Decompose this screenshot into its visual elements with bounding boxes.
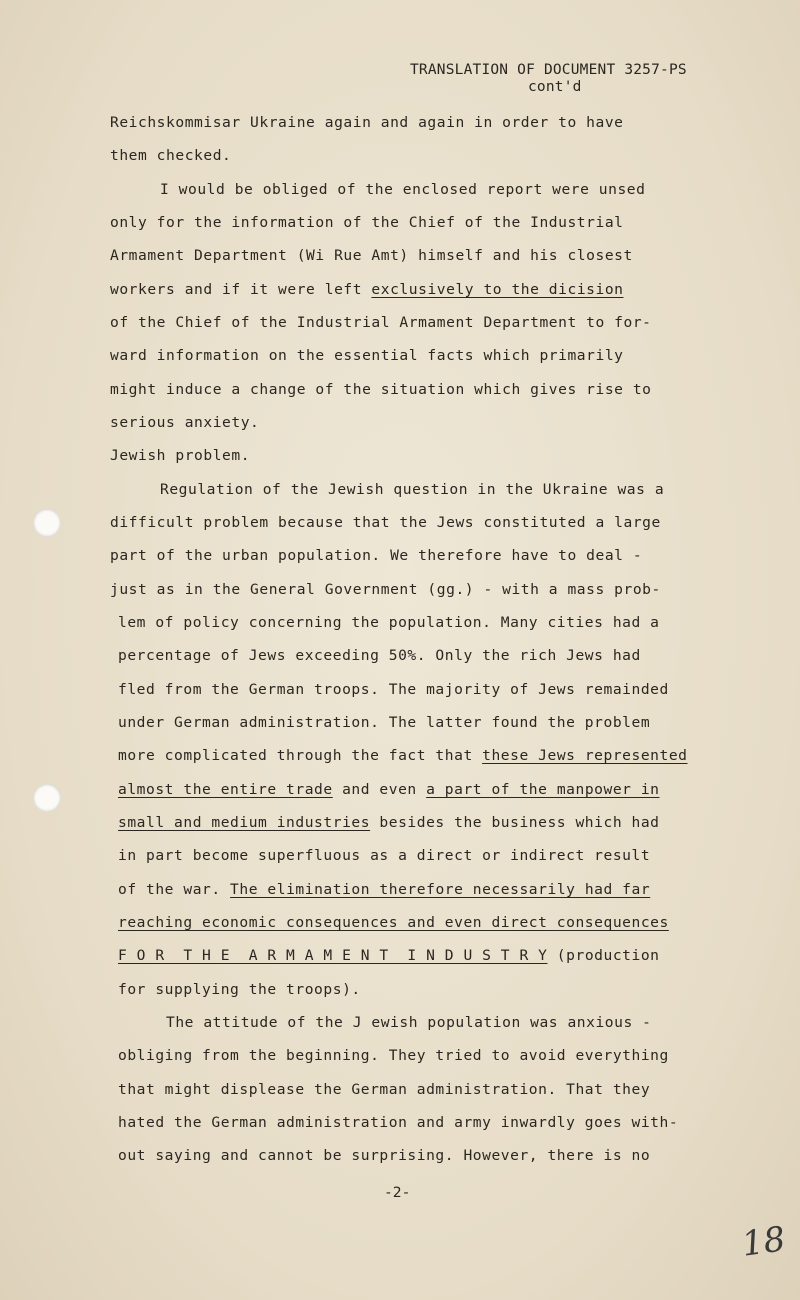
text-line [118, 947, 660, 964]
text-line: just as in the General Government (gg.) - with a mass prob- [110, 581, 661, 598]
text-line: obliging from the beginning. They tried to avoid everything [118, 1047, 669, 1064]
underlined-text: these Jews represented [482, 747, 688, 764]
punch-hole-lower [33, 784, 61, 812]
text-line: ward information on the essential facts which primarily [110, 347, 624, 364]
text-line: them checked. [110, 147, 232, 164]
text-line: Reichskommisar Ukraine again and again in order to have [110, 114, 624, 131]
text-line: in part become superfluous as a direct or indirect result [118, 847, 651, 864]
text-line: Armament Department (Wi Rue Amt) himself and his closest [110, 247, 633, 264]
text-line: might induce a change of the situation which gives rise to [110, 381, 652, 398]
header-contd: cont'd [528, 79, 582, 95]
section-heading: Jewish problem. [110, 447, 251, 464]
text-segment: besides the business which had [370, 814, 660, 831]
text-segment: workers and if it were left [110, 281, 372, 298]
text-line: percentage of Jews exceeding 50%. Only the rich Jews had [118, 647, 641, 664]
text-line: hated the German administration and army inwardly goes with- [118, 1114, 679, 1131]
text-line [110, 281, 624, 298]
handwritten-page-number: 18 [739, 1219, 788, 1265]
underlined-text: almost the entire trade [118, 781, 333, 798]
text-segment: (production [547, 947, 660, 964]
underlined-text: reaching economic consequences and even direct consequences [118, 914, 669, 931]
header-title: TRANSLATION OF DOCUMENT 3257-PS [410, 62, 687, 78]
punch-hole-upper [33, 509, 61, 537]
page-number: -2- [384, 1184, 411, 1201]
text-line: for supplying the troops). [118, 981, 361, 998]
text-line: Regulation of the Jewish question in the Ukraine was a [160, 481, 665, 498]
text-line [118, 881, 650, 898]
underlined-text: The elimination therefore necessarily had far [230, 881, 651, 898]
document-header [410, 62, 687, 96]
text-line: only for the information of the Chief of the Industrial [110, 214, 624, 231]
text-line: fled from the German troops. The majority of Jews remainded [118, 681, 669, 698]
text-line: out saying and cannot be surprising. However, there is no [118, 1147, 651, 1164]
text-line [118, 781, 660, 798]
text-line: The attitude of the J ewish population was anxious - [166, 1014, 652, 1031]
text-line: that might displease the German administration. That they [118, 1081, 651, 1098]
text-line: difficult problem because that the Jews constituted a large [110, 514, 661, 531]
text-line: under German administration. The latter found the problem [118, 714, 651, 731]
text-line [118, 914, 669, 931]
underlined-text: small and medium industries [118, 814, 371, 831]
text-line: I would be obliged of the enclosed report were unsed [160, 181, 646, 198]
text-line: lem of policy concerning the population. Many cities had a [118, 614, 660, 631]
text-line: of the Chief of the Industrial Armament Department to for- [110, 314, 652, 331]
underlined-text: exclusively to the dicision [371, 281, 624, 298]
text-segment: of the war. [118, 881, 231, 898]
underlined-text: F O R T H E A R M A M E N T I N D U S T R Y [118, 947, 548, 964]
text-line: serious anxiety. [110, 414, 260, 431]
text-line [118, 747, 688, 764]
underlined-text: a part of the manpower in [426, 781, 660, 798]
text-line: part of the urban population. We therefore have to deal - [110, 547, 643, 564]
text-segment: more complicated through the fact that [118, 747, 483, 764]
text-line [118, 814, 660, 831]
text-segment: and even [332, 781, 427, 798]
